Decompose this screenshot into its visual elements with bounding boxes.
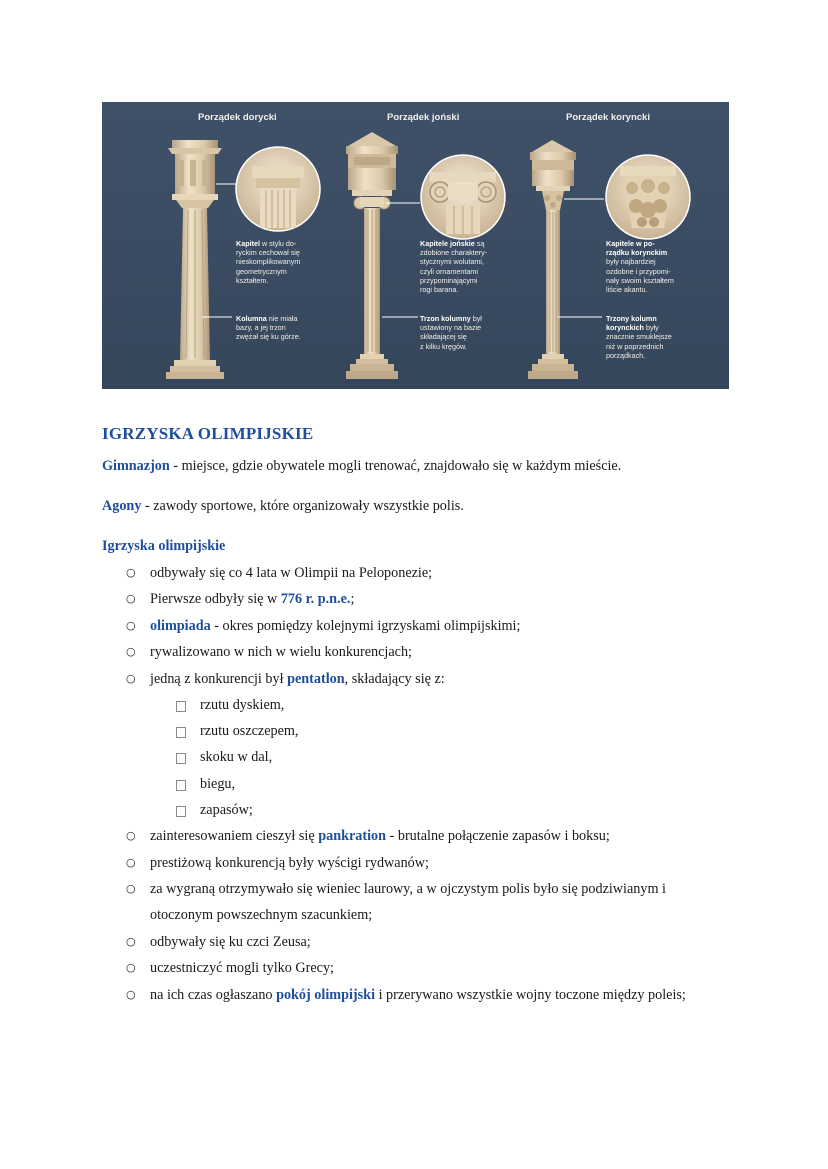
architectural-orders-figure: [102, 102, 729, 389]
paragraph-agony: Agony - zawody sportowe, które organizowały wszystkie polis.: [102, 498, 464, 514]
ionic-column: [346, 132, 398, 379]
caption-doric-shaft: Kolumna nie miała bazy, a jej trzon zwężał się ku górze.: [236, 314, 301, 342]
doric-capital-zoom: [216, 147, 320, 231]
subheading-igrzyska: Igrzyska olimpijskie: [102, 538, 226, 554]
order-title-doric: Porządek dorycki: [198, 112, 277, 123]
doric-column: [166, 140, 224, 379]
term-agony: Agony: [102, 498, 142, 514]
order-title-corinthian: Porządek koryncki: [566, 112, 650, 123]
caption-corinthian-capital: Kapitele w po- rządku korynckim były najbardziej ozdobne i przypomi- nały swoim kształtem liście akantu.: [606, 239, 674, 295]
caption-doric-capital: Kapitel w stylu do- ryckim cechował się nieskomplikowanym geometrycznym kształtem.: [236, 239, 301, 285]
section-heading: IGRZYSKA OLIMPIJSKIE: [102, 424, 314, 443]
corinthian-capital-zoom: [564, 155, 690, 239]
paragraph-gimnazjon: Gimnazjon - miejsce, gdzie obywatele mogli trenować, znajdowało się w każdym mieście.: [102, 458, 622, 474]
caption-corinthian-shaft: Trzony kolumn korynckich były znacznie smuklejsze niż w poprzednich porządkach.: [606, 314, 672, 360]
order-title-ionic: Porządek joński: [387, 112, 460, 123]
term-gimnazjon: Gimnazjon: [102, 458, 170, 474]
caption-ionic-shaft: Trzon kolumny był ustawiony na bazie składającej się z kilku kręgów.: [420, 314, 482, 351]
corinthian-column: [528, 140, 578, 379]
ionic-capital-zoom: [386, 155, 505, 239]
caption-ionic-capital: Kapitele jońskie są zdobione charaktery- stycznymi wolutami, czyli ornamentami przypominającymi rogi barana.: [420, 239, 488, 295]
